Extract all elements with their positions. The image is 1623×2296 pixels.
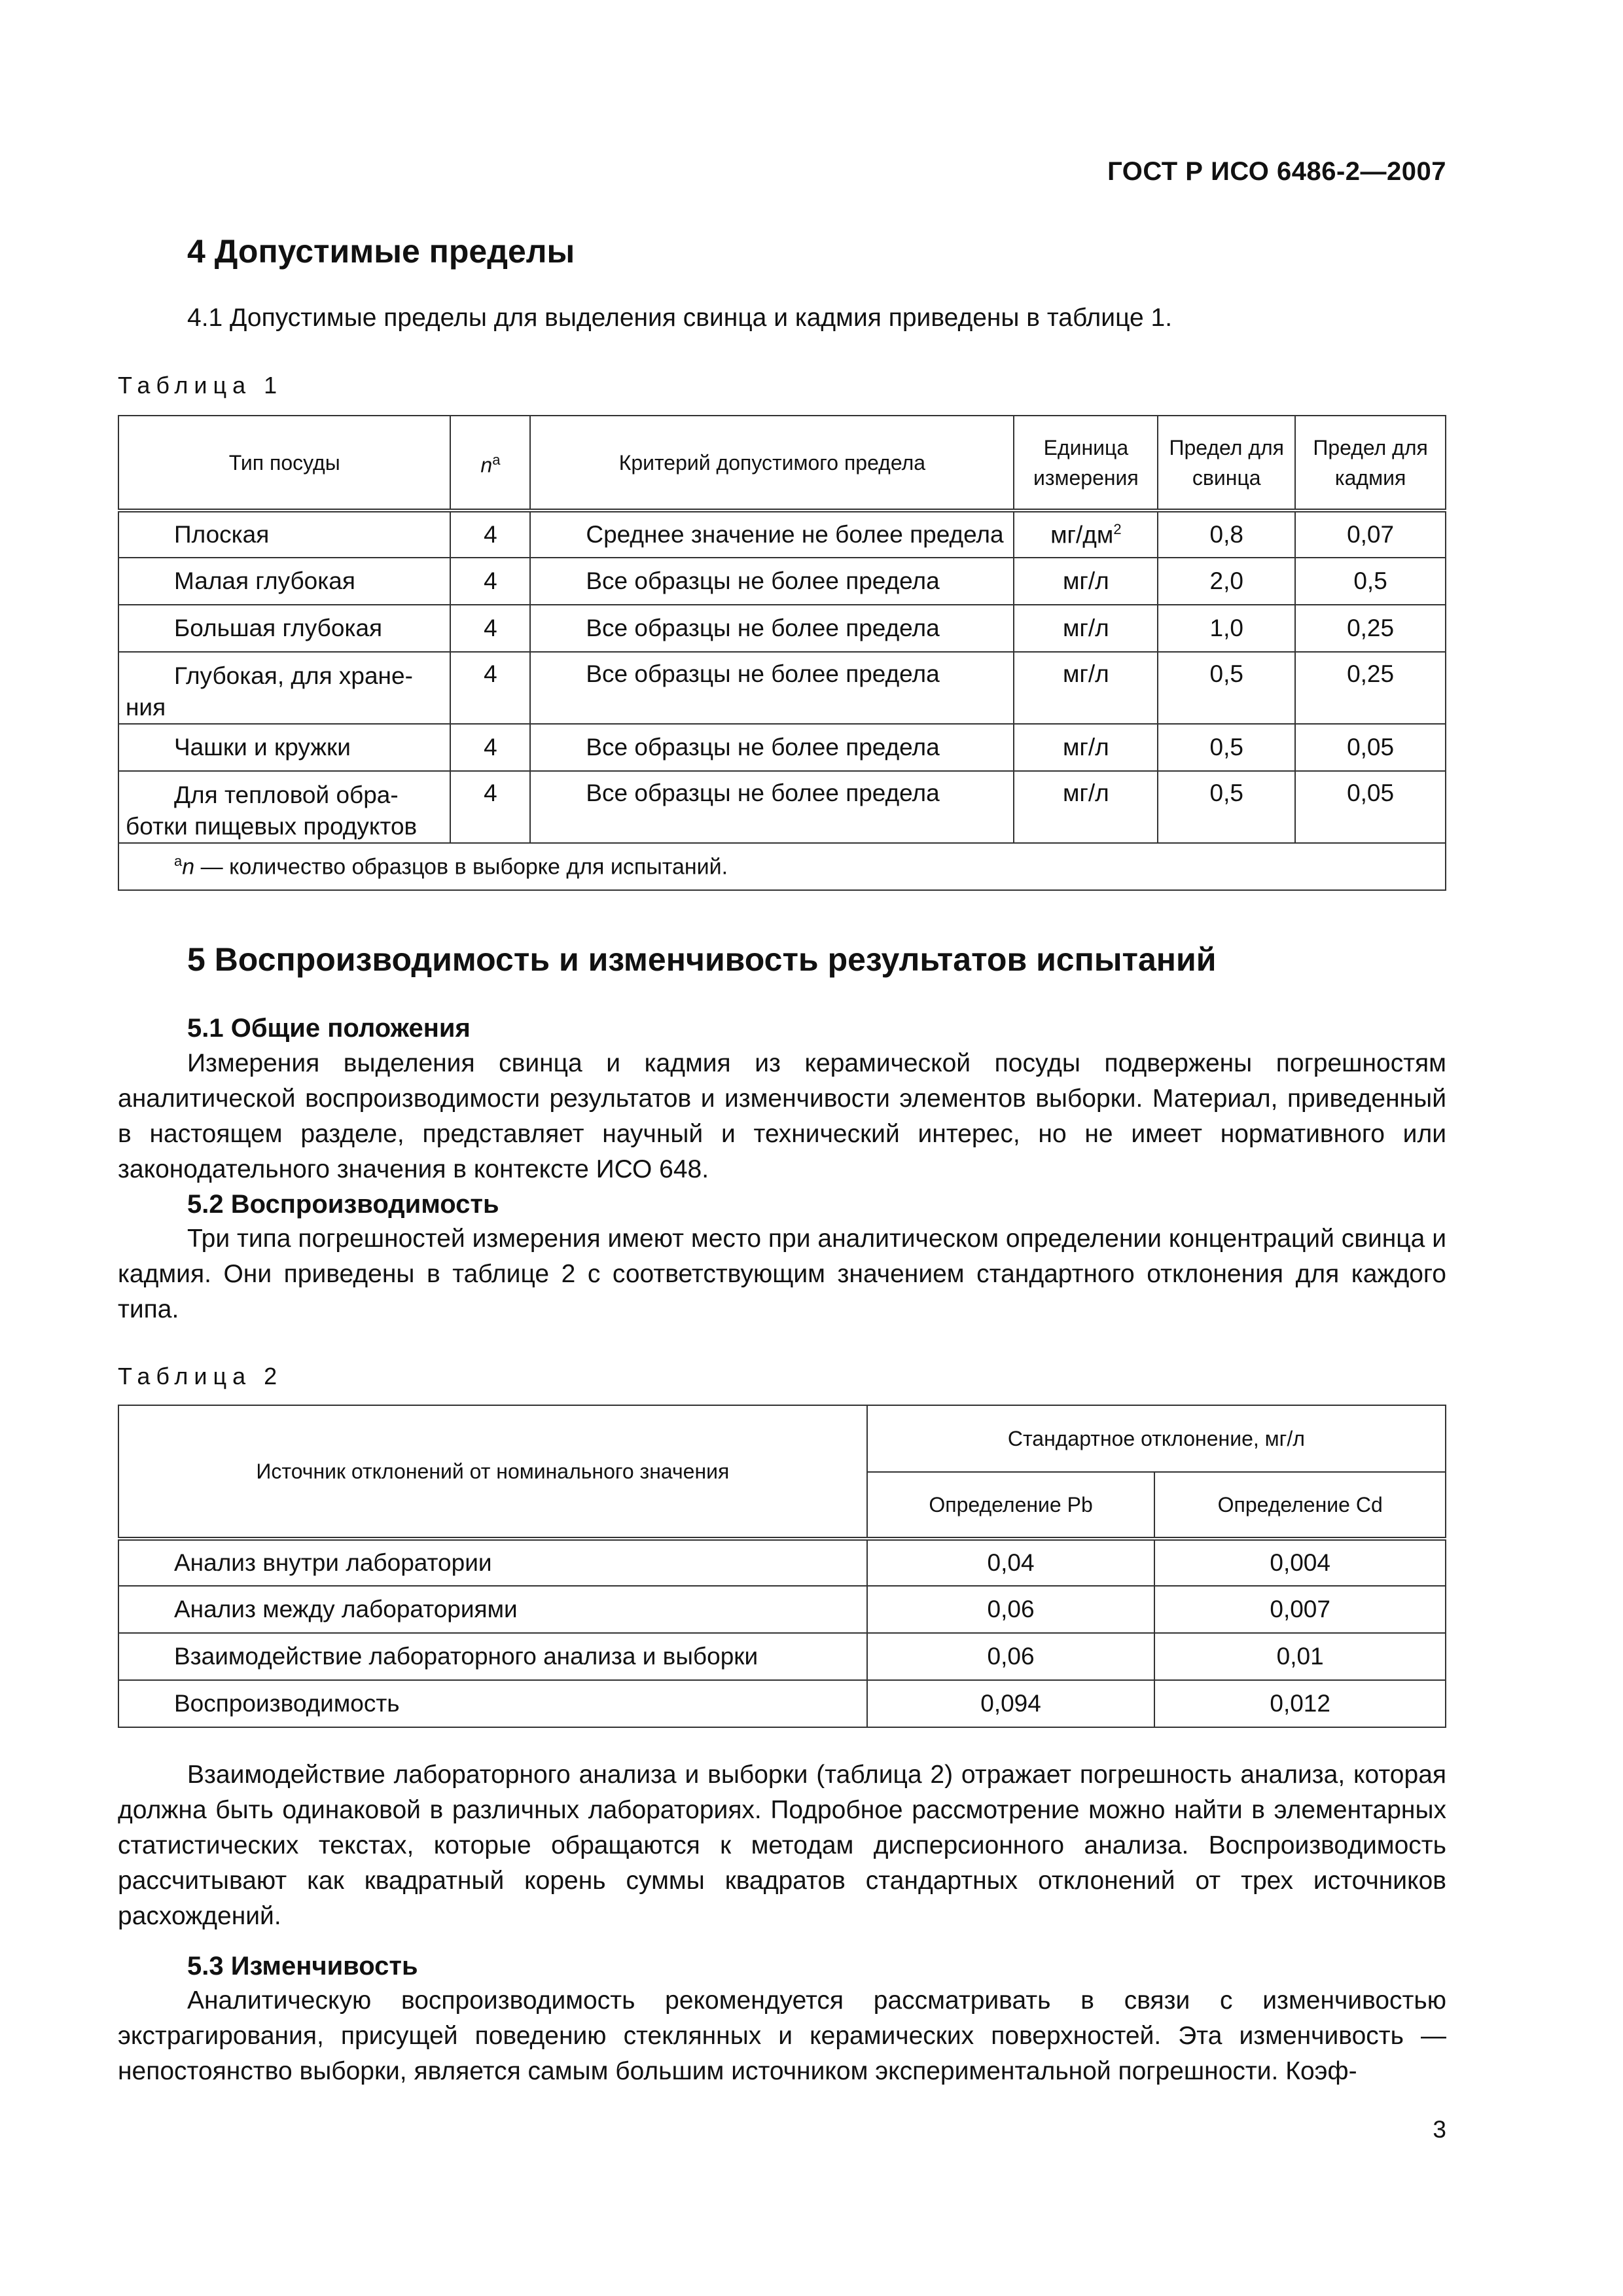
cell-lead: 0,5 <box>1158 724 1295 771</box>
header-lead: Предел для свинца <box>1158 416 1295 511</box>
subsection-5-2-text: Три типа погрешностей измерения имеют место при аналитическом определении концентраций свинца и кадмия. Они приведены в таблице 2 с соответствующим значением стандартного отклонения для каждого типа. <box>118 1225 1446 1323</box>
table-row <box>118 1539 1446 1586</box>
paragraph-4-1: 4.1 Допустимые пределы для выделения свинца и кадмия приведены в таблице 1. <box>187 304 1173 332</box>
cell-type: Большая глубокая <box>118 605 450 652</box>
document-code-header: ГОСТ Р ИСО 6486-2—2007 <box>1107 157 1446 186</box>
table-row <box>118 1680 1446 1727</box>
table-1-header-row <box>118 416 1446 511</box>
subsection-5-3-text: Аналитическую воспроизводимость рекомендуется рассматривать в связи с изменчивостью экстрагирования, присущей поведению стеклянных и керамических поверхностей. Эта изменчивость — непостоянство выборки, является самым большим источником экспериментальной погрешности. Коэф- <box>118 1986 1446 2085</box>
table-2-header-row-1 <box>118 1405 1446 1472</box>
subsection-5-1-title: 5.1 Общие положения <box>187 1014 471 1043</box>
table-2 <box>118 1405 1446 1728</box>
table-row <box>118 771 1446 843</box>
cell-unit: мг/л <box>1014 605 1158 652</box>
section-5-title: 5 Воспроизводимость и изменчивость результатов испытаний <box>187 941 1217 978</box>
table-row <box>118 652 1446 724</box>
cell-source: Анализ внутри лаборатории <box>118 1539 867 1586</box>
section-4-title: 4 Допустимые пределы <box>187 233 575 270</box>
cell-criterion: Все образцы не более предела <box>530 605 1014 652</box>
cell-criterion: Все образцы не более предела <box>530 652 1014 724</box>
cell-source: Взаимодействие лабораторного анализа и выборки <box>118 1633 867 1680</box>
header-source: Источник отклонений от номинального значения <box>118 1405 867 1539</box>
cell-cd: 0,004 <box>1154 1539 1446 1586</box>
cell-criterion: Все образцы не более предела <box>530 558 1014 605</box>
cell-lead: 0,8 <box>1158 511 1295 558</box>
table-row <box>118 724 1446 771</box>
table-1-caption: Таблица 1 <box>118 372 283 399</box>
cell-unit: мг/л <box>1014 558 1158 605</box>
cell-n: 4 <box>450 605 530 652</box>
cell-pb: 0,094 <box>867 1680 1155 1727</box>
cell-n: 4 <box>450 652 530 724</box>
table-1-footnote-row <box>118 843 1446 890</box>
header-type: Тип посуды <box>118 416 450 511</box>
header-std: Стандартное отклонение, мг/л <box>867 1405 1446 1472</box>
cell-criterion: Все образцы не более предела <box>530 771 1014 843</box>
header-criterion: Критерий допустимого предела <box>530 416 1014 511</box>
cell-cd: 0,007 <box>1154 1586 1446 1633</box>
cell-type: Малая глубокая <box>118 558 450 605</box>
table-1-footnote: $^a$n — количество образцов в выборке для испытаний. <box>118 843 1446 890</box>
cell-cadmium: 0,25 <box>1295 652 1446 724</box>
cell-lead: 0,5 <box>1158 652 1295 724</box>
table-2-caption: Таблица 2 <box>118 1363 283 1390</box>
cell-n: 4 <box>450 771 530 843</box>
cell-pb: 0,06 <box>867 1586 1155 1633</box>
table-row <box>118 558 1446 605</box>
table-row <box>118 1633 1446 1680</box>
cell-unit: мг/л <box>1014 652 1158 724</box>
table-row <box>118 1586 1446 1633</box>
cell-source: Воспроизводимость <box>118 1680 867 1727</box>
subsection-5-1-text: Измерения выделения свинца и кадмия из керамической посуды подвержены погрешностям аналитической воспроизводимости результатов и изменчивости элементов выборки. Материал, приведенный в настоящем разделе, представляет научный и технический интерес, но не имеет нормативного или законодательного значения в контексте ИСО 648. <box>118 1049 1446 1183</box>
cell-cadmium: 0,5 <box>1295 558 1446 605</box>
cell-n: 4 <box>450 558 530 605</box>
cell-lead: 0,5 <box>1158 771 1295 843</box>
cell-cd: 0,012 <box>1154 1680 1446 1727</box>
cell-unit: $мг/дм^2$ <box>1014 511 1158 558</box>
cell-type: Для тепловой обра-ботки пищевых продуктов <box>118 771 450 843</box>
cell-unit: мг/л <box>1014 724 1158 771</box>
cell-cadmium: 0,05 <box>1295 771 1446 843</box>
cell-pb: 0,06 <box>867 1633 1155 1680</box>
cell-cd: 0,01 <box>1154 1633 1446 1680</box>
header-cadmium: Предел для кадмия <box>1295 416 1446 511</box>
header-pb: Определение Pb <box>867 1472 1155 1539</box>
table-row <box>118 511 1446 558</box>
cell-type: Глубокая, для хране-ния <box>118 652 450 724</box>
header-n: $n^a$ <box>450 416 530 511</box>
cell-cadmium: 0,07 <box>1295 511 1446 558</box>
cell-lead: 1,0 <box>1158 605 1295 652</box>
cell-cadmium: 0,05 <box>1295 724 1446 771</box>
cell-source: Анализ между лабораториями <box>118 1586 867 1633</box>
table-row <box>118 605 1446 652</box>
cell-lead: 2,0 <box>1158 558 1295 605</box>
cell-unit: мг/л <box>1014 771 1158 843</box>
cell-pb: 0,04 <box>867 1539 1155 1586</box>
page-number: 3 <box>1433 2116 1446 2143</box>
table-1 <box>118 415 1446 891</box>
header-cd: Определение Cd <box>1154 1472 1446 1539</box>
header-unit: Единица измерения <box>1014 416 1158 511</box>
cell-criterion: Среднее значение не более предела <box>530 511 1014 558</box>
subsection-5-3-title: 5.3 Изменчивость <box>187 1952 418 1981</box>
cell-criterion: Все образцы не более предела <box>530 724 1014 771</box>
cell-n: 4 <box>450 511 530 558</box>
cell-cadmium: 0,25 <box>1295 605 1446 652</box>
table-2-discussion: Взаимодействие лабораторного анализа и выборки (таблица 2) отражает погрешность анализа, которая должна быть одинаковой в различных лабораториях. Подробное рассмотрение можно найти в элементарных статистических текстах, которые обращаются к методам дисперсионного анализа. Воспроизводимость рассчитывают как квадратный корень суммы квадратов стандартных отклонений от трех источников расхождений. <box>118 1761 1446 1930</box>
cell-type: Плоская <box>118 511 450 558</box>
cell-type: Чашки и кружки <box>118 724 450 771</box>
cell-n: 4 <box>450 724 530 771</box>
subsection-5-2-title: 5.2 Воспроизводимость <box>187 1190 499 1219</box>
